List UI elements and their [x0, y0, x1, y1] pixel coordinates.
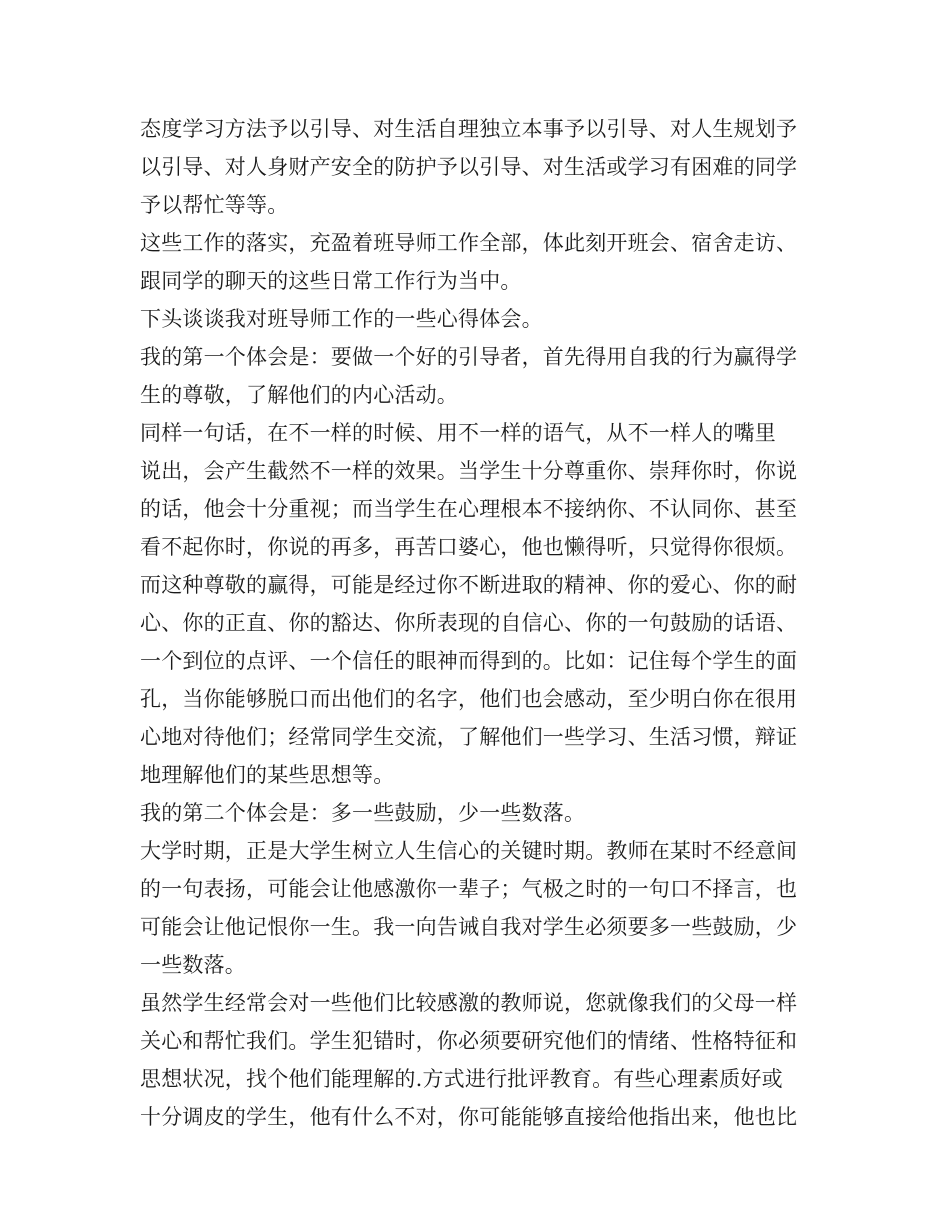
text-line: 说出，会产生截然不一样的效果。当学生十分尊重你、崇拜你时，你说 — [140, 459, 798, 483]
text-line: 我的第二个体会是：多一些鼓励，少一些数落。 — [140, 801, 586, 825]
text-line: 以引导、对人身财产安全的防护予以引导、对生活或学习有困难的同学 — [140, 155, 798, 179]
text-line: 心地对待他们；经常同学生交流，了解他们一些学习、生活习惯，辩证 — [140, 725, 798, 749]
text-line: 可能会让他记恨你一生。我一向告诫自我对学生必须要多一些鼓励，少 — [140, 915, 798, 939]
text-line: 看不起你时，你说的再多，再苦口婆心，他也懒得听，只觉得你很烦。 — [140, 535, 798, 559]
text-line: 我的第一个体会是：要做一个好的引导者，首先得用自我的行为赢得学 — [140, 345, 798, 369]
text-line: 思想状况，找个他们能理解的.方式进行批评教育。有些心理素质好或 — [140, 1067, 783, 1091]
text-line: 予以帮忙等等。 — [140, 193, 289, 217]
text-line: 地理解他们的某些思想等。 — [140, 763, 395, 787]
text-line: 这些工作的落实，充盈着班导师工作全部，体此刻开班会、宿舍走访、 — [140, 231, 798, 255]
text-line: 同样一句话，在不一样的时候、用不一样的语气，从不一样人的嘴里 — [140, 421, 776, 445]
text-line: 心、你的正直、你的豁达、你所表现的自信心、你的一句鼓励的话语、 — [140, 611, 798, 635]
text-line: 一些数落。 — [140, 953, 246, 977]
text-line: 的话，他会十分重视；而当学生在心理根本不接纳你、不认同你、甚至 — [140, 497, 798, 521]
text-line: 跟同学的聊天的这些日常工作行为当中。 — [140, 269, 522, 293]
text-line: 孔，当你能够脱口而出他们的名字，他们也会感动，至少明白你在很用 — [140, 687, 798, 711]
text-line: 的一句表扬，可能会让他感激你一辈子；气极之时的一句口不择言，也 — [140, 877, 798, 901]
text-line: 虽然学生经常会对一些他们比较感激的教师说，您就像我们的父母一样 — [140, 991, 798, 1015]
document-body — [140, 110, 830, 1136]
text-line: 而这种尊敬的赢得，可能是经过你不断进取的精神、你的爱心、你的耐 — [140, 573, 798, 597]
text-line: 大学时期，正是大学生树立人生信心的关键时期。教师在某时不经意间 — [140, 839, 798, 863]
text-line: 关心和帮忙我们。学生犯错时，你必须要研究他们的情绪、性格特征和 — [140, 1029, 798, 1053]
text-line: 十分调皮的学生，他有什么不对，你可能能够直接给他指出来，他也比 — [140, 1105, 798, 1129]
text-line: 一个到位的点评、一个信任的眼神而得到的。比如：记住每个学生的面 — [140, 649, 798, 673]
text-line: 态度学习方法予以引导、对生活自理独立本事予以引导、对人生规划予 — [140, 117, 798, 141]
text-line: 生的尊敬，了解他们的内心活动。 — [140, 383, 458, 407]
text-line: 下头谈谈我对班导师工作的一些心得体会。 — [140, 307, 543, 331]
